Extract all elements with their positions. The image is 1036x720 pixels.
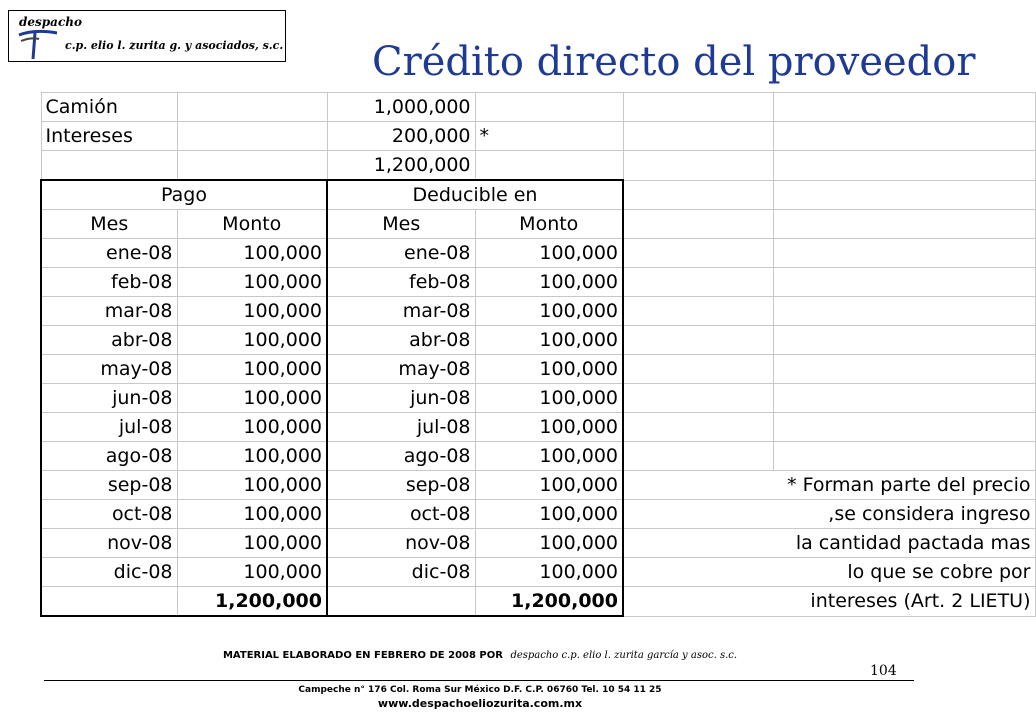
note-cell bbox=[773, 355, 1035, 384]
deducible-monto-cell: 100,000 bbox=[475, 529, 623, 558]
table-row bbox=[41, 355, 1035, 384]
logo-mark-icon bbox=[15, 27, 61, 61]
deducible-monto-cell: 100,000 bbox=[475, 413, 623, 442]
note-cell: ,se considera ingreso bbox=[623, 500, 1035, 529]
empty-cell bbox=[623, 122, 773, 151]
pago-monto-cell: 100,000 bbox=[177, 297, 327, 326]
empty-cell bbox=[623, 210, 773, 239]
note-cell: * Forman parte del precio bbox=[623, 471, 1035, 500]
pago-mes-cell: jul-08 bbox=[41, 413, 177, 442]
deducible-mes-cell: feb-08 bbox=[327, 268, 475, 297]
deducible-monto-cell: 100,000 bbox=[475, 471, 623, 500]
pago-monto-cell: 100,000 bbox=[177, 355, 327, 384]
deducible-mes-header: Mes bbox=[327, 210, 475, 239]
pago-mes-cell: dic-08 bbox=[41, 558, 177, 587]
pago-mes-cell: oct-08 bbox=[41, 500, 177, 529]
table-row bbox=[41, 210, 1035, 239]
pago-monto-cell: 100,000 bbox=[177, 326, 327, 355]
material-text: MATERIAL ELABORADO EN FEBRERO DE 2008 POR bbox=[222, 650, 503, 661]
empty-cell bbox=[773, 122, 1035, 151]
empty-cell bbox=[623, 384, 773, 413]
table-row bbox=[41, 268, 1035, 297]
pago-mes-cell: ago-08 bbox=[41, 442, 177, 471]
logo-top-text: despacho bbox=[19, 15, 82, 29]
page-number: 104 bbox=[870, 663, 897, 679]
deducible-mes-cell: nov-08 bbox=[327, 529, 475, 558]
pago-mes-cell: jun-08 bbox=[41, 384, 177, 413]
deducible-mes-cell: jun-08 bbox=[327, 384, 475, 413]
pago-monto-cell: 100,000 bbox=[177, 471, 327, 500]
deducible-monto-cell: 100,000 bbox=[475, 297, 623, 326]
deducible-mes-cell: sep-08 bbox=[327, 471, 475, 500]
table-row bbox=[41, 471, 1035, 500]
table-row bbox=[41, 93, 1035, 122]
deducible-mes-cell: mar-08 bbox=[327, 297, 475, 326]
top-amount-cell: 1,200,000 bbox=[327, 151, 475, 181]
empty-cell bbox=[623, 239, 773, 268]
top-label-cell: Intereses bbox=[41, 122, 177, 151]
logo-sub-text: c.p. elio l. zurita g. y asociados, s.c. bbox=[65, 39, 284, 52]
note-cell bbox=[773, 297, 1035, 326]
deducible-monto-cell: 100,000 bbox=[475, 355, 623, 384]
empty-cell bbox=[177, 122, 327, 151]
note-cell bbox=[773, 239, 1035, 268]
company-logo bbox=[8, 10, 286, 62]
deducible-monto-cell: 100,000 bbox=[475, 442, 623, 471]
pago-monto-cell: 100,000 bbox=[177, 384, 327, 413]
deducible-monto-cell: 100,000 bbox=[475, 326, 623, 355]
table-row bbox=[41, 384, 1035, 413]
empty-cell bbox=[177, 93, 327, 122]
deducible-monto-header: Monto bbox=[475, 210, 623, 239]
empty-cell bbox=[623, 297, 773, 326]
deducible-mes-cell: ago-08 bbox=[327, 442, 475, 471]
footer-divider bbox=[44, 680, 914, 681]
table-row bbox=[41, 442, 1035, 471]
pago-header: Pago bbox=[41, 180, 327, 210]
table-row bbox=[41, 239, 1035, 268]
top-note-cell bbox=[475, 151, 623, 181]
table-row bbox=[41, 180, 1035, 210]
pago-monto-cell: 100,000 bbox=[177, 558, 327, 587]
pago-mes-cell: abr-08 bbox=[41, 326, 177, 355]
empty-cell bbox=[773, 180, 1035, 210]
note-cell: intereses (Art. 2 LIETU) bbox=[623, 587, 1035, 617]
note-cell bbox=[773, 268, 1035, 297]
top-amount-cell: 200,000 bbox=[327, 122, 475, 151]
pago-mes-cell: nov-08 bbox=[41, 529, 177, 558]
top-label-cell bbox=[41, 151, 177, 181]
empty-cell bbox=[623, 151, 773, 181]
pago-monto-cell: 100,000 bbox=[177, 442, 327, 471]
page-title: Crédito directo del proveedor bbox=[372, 39, 976, 85]
pago-monto-header: Monto bbox=[177, 210, 327, 239]
footer-website: www.despachoeliozurita.com.mx bbox=[377, 697, 583, 710]
material-credit bbox=[0, 650, 960, 661]
empty-cell bbox=[41, 587, 177, 617]
table-row bbox=[41, 558, 1035, 587]
pago-monto-cell: 100,000 bbox=[177, 500, 327, 529]
table-row bbox=[41, 500, 1035, 529]
note-cell: la cantidad pactada mas bbox=[623, 529, 1035, 558]
pago-mes-cell: may-08 bbox=[41, 355, 177, 384]
table-row bbox=[41, 151, 1035, 181]
totals-row bbox=[41, 587, 1035, 617]
top-note-cell bbox=[475, 93, 623, 122]
deducible-mes-cell: oct-08 bbox=[327, 500, 475, 529]
note-cell bbox=[773, 384, 1035, 413]
empty-cell bbox=[177, 151, 327, 181]
empty-cell bbox=[623, 355, 773, 384]
empty-cell bbox=[623, 413, 773, 442]
deducible-mes-cell: jul-08 bbox=[327, 413, 475, 442]
empty-cell bbox=[623, 326, 773, 355]
empty-cell bbox=[623, 93, 773, 122]
deducible-monto-cell: 100,000 bbox=[475, 268, 623, 297]
deducible-monto-cell: 100,000 bbox=[475, 500, 623, 529]
deducible-monto-cell: 100,000 bbox=[475, 558, 623, 587]
deducible-mes-cell: ene-08 bbox=[327, 239, 475, 268]
pago-monto-cell: 100,000 bbox=[177, 268, 327, 297]
deducible-mes-cell: may-08 bbox=[327, 355, 475, 384]
table-row bbox=[41, 297, 1035, 326]
empty-cell bbox=[327, 587, 475, 617]
pago-mes-cell: ene-08 bbox=[41, 239, 177, 268]
table-row bbox=[41, 122, 1035, 151]
pago-mes-cell: mar-08 bbox=[41, 297, 177, 326]
material-author: despacho c.p. elio l. zurita garcía y asoc. s.c. bbox=[510, 650, 738, 661]
deducible-mes-cell: dic-08 bbox=[327, 558, 475, 587]
deducible-monto-cell: 100,000 bbox=[475, 384, 623, 413]
note-cell bbox=[773, 413, 1035, 442]
empty-cell bbox=[773, 151, 1035, 181]
table-row bbox=[41, 529, 1035, 558]
pago-monto-cell: 100,000 bbox=[177, 239, 327, 268]
pago-monto-cell: 100,000 bbox=[177, 529, 327, 558]
pago-mes-cell: sep-08 bbox=[41, 471, 177, 500]
pago-mes-header: Mes bbox=[41, 210, 177, 239]
top-amount-cell: 1,000,000 bbox=[327, 93, 475, 122]
table-row bbox=[41, 413, 1035, 442]
deducible-total-cell: 1,200,000 bbox=[475, 587, 623, 617]
spreadsheet-table bbox=[40, 92, 1036, 617]
top-label-cell: Camión bbox=[41, 93, 177, 122]
empty-cell bbox=[773, 210, 1035, 239]
pago-mes-cell: feb-08 bbox=[41, 268, 177, 297]
pago-monto-cell: 100,000 bbox=[177, 413, 327, 442]
note-cell: lo que se cobre por bbox=[623, 558, 1035, 587]
note-cell bbox=[773, 442, 1035, 471]
deducible-header: Deducible en bbox=[327, 180, 623, 210]
deducible-mes-cell: abr-08 bbox=[327, 326, 475, 355]
note-cell bbox=[773, 326, 1035, 355]
footer-address: Campeche n° 176 Col. Roma Sur México D.F. C.P. 06760 Tel. 10 54 11 25 bbox=[298, 685, 662, 695]
deducible-monto-cell: 100,000 bbox=[475, 239, 623, 268]
empty-cell bbox=[623, 442, 773, 471]
table-row bbox=[41, 326, 1035, 355]
empty-cell bbox=[623, 268, 773, 297]
top-note-cell: * bbox=[475, 122, 623, 151]
pago-total-cell: 1,200,000 bbox=[177, 587, 327, 617]
empty-cell bbox=[773, 93, 1035, 122]
empty-cell bbox=[623, 180, 773, 210]
